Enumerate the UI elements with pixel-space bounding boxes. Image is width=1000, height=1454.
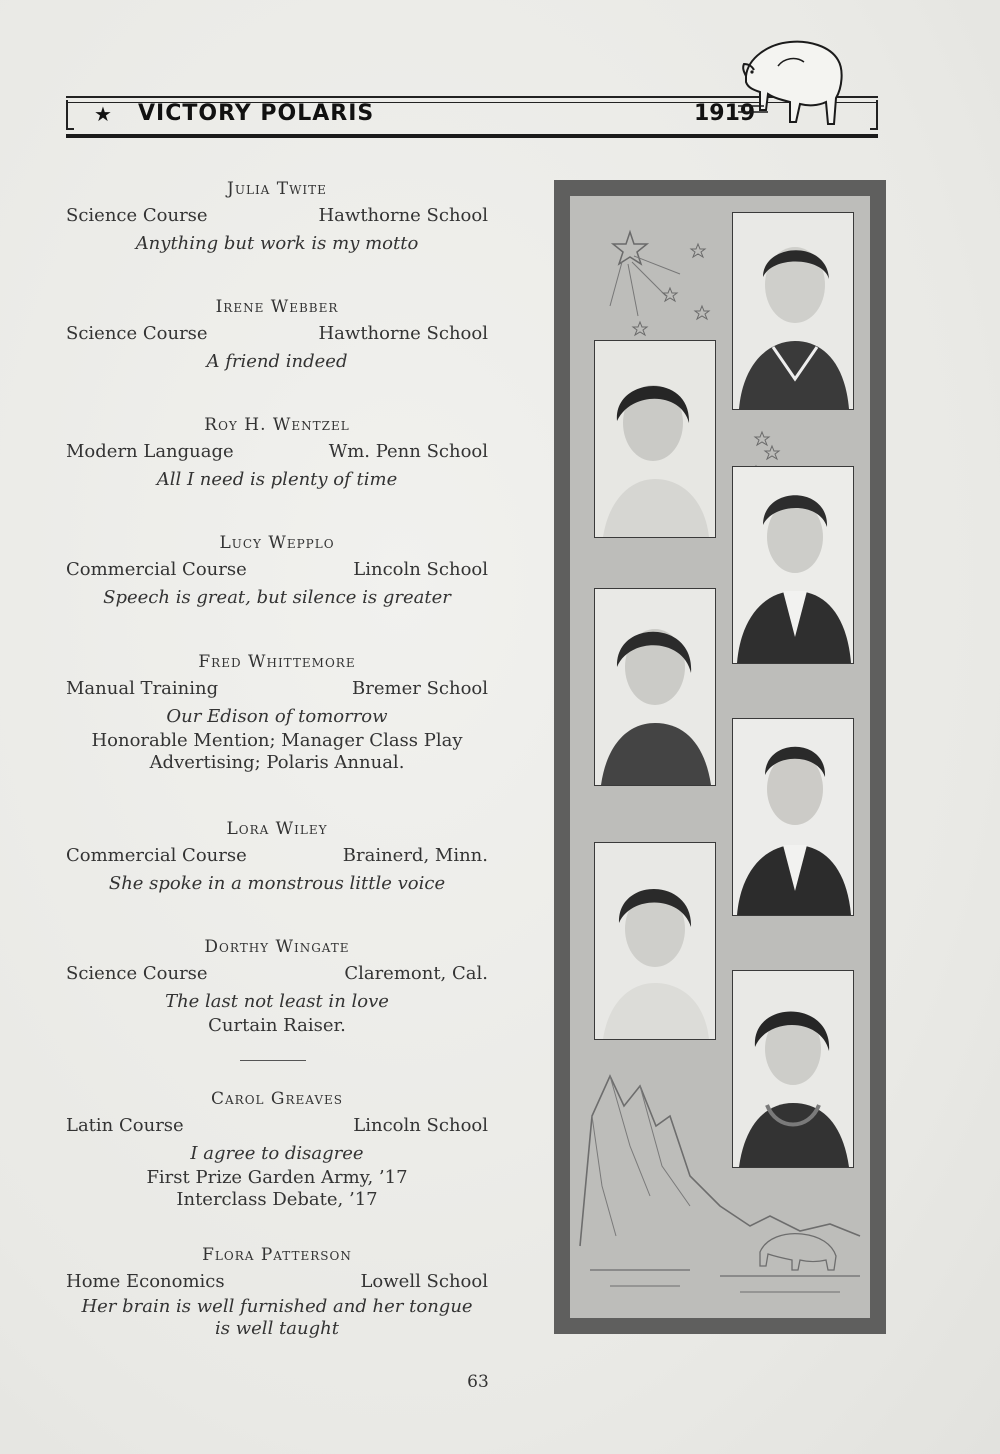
entry-flora-patterson: [66, 1242, 488, 1340]
entry-lora-wiley: [66, 816, 488, 897]
entry-julia-twite: [66, 176, 488, 257]
entry-honor: Curtain Raiser.: [208, 1015, 346, 1036]
entry-motto-continued: is well taught: [215, 1318, 339, 1339]
entry-course-row: [66, 438, 488, 466]
entry-course-row: [66, 960, 488, 988]
portrait-icon: [733, 971, 853, 1167]
entry-name: Roy H. Wentzel: [204, 415, 350, 435]
entry-dorthy-wingate: [66, 934, 488, 1037]
entry-motto: A friend indeed: [206, 351, 348, 372]
entry-course: Home Economics: [66, 1271, 225, 1292]
entry-course: Manual Training: [66, 678, 219, 699]
entry-school: Lincoln School: [353, 1115, 488, 1136]
entry-name: Carol Greaves: [210, 1089, 343, 1109]
entry-fred-whittemore: [66, 649, 488, 774]
header-title: VICTORY POLARIS: [138, 101, 375, 126]
entry-course-row: [66, 202, 488, 230]
entry-school: Lowell School: [360, 1271, 488, 1292]
entry-motto: All I need is plenty of time: [156, 469, 398, 490]
entry-course: Science Course: [66, 963, 208, 984]
page-number: 63: [467, 1372, 489, 1392]
entry-course: Science Course: [66, 323, 208, 344]
entry-course-row: [66, 556, 488, 584]
portrait-icon: [595, 843, 715, 1039]
entry-course: Commercial Course: [66, 559, 247, 580]
entry-honor: Interclass Debate, ’17: [176, 1189, 378, 1210]
portrait-icon: [733, 719, 853, 915]
portrait-photo-1: [732, 212, 854, 410]
entry-course: Modern Language: [66, 441, 234, 462]
entry-school: Lincoln School: [353, 559, 488, 580]
photo-panel-inner: [570, 196, 870, 1318]
entry-school: Bremer School: [352, 678, 488, 699]
entry-honor: Honorable Mention; Manager Class Play: [91, 730, 463, 751]
portrait-icon: [733, 467, 853, 663]
entry-course-row: [66, 1268, 488, 1296]
entry-name: Flora Patterson: [202, 1245, 352, 1265]
portrait-photo-7: [732, 970, 854, 1168]
header-bracket-left: [66, 100, 74, 130]
entry-motto: Speech is great, but silence is greater: [103, 587, 451, 608]
portrait-icon: [595, 589, 715, 785]
portrait-icon: [595, 341, 715, 537]
entry-honor: Advertising; Polaris Annual.: [149, 752, 405, 773]
portrait-photo-4: [594, 588, 716, 786]
entry-roy-wentzel: [66, 412, 488, 493]
entry-motto: She spoke in a monstrous little voice: [108, 873, 446, 894]
entry-name: Julia Twite: [227, 179, 327, 199]
entry-name: Lora Wiley: [226, 819, 328, 839]
entry-motto: Anything but work is my motto: [135, 233, 419, 254]
section-divider: [240, 1060, 306, 1061]
entry-motto: The last not least in love: [165, 991, 389, 1012]
entry-motto: I agree to disagree: [190, 1143, 364, 1164]
header-year: 1919: [694, 101, 756, 126]
entry-course: Commercial Course: [66, 845, 247, 866]
entry-name: Dorthy Wingate: [204, 937, 350, 957]
entry-honor: First Prize Garden Army, ’17: [146, 1167, 408, 1188]
entry-motto: Her brain is well furnished and her tongue: [81, 1296, 473, 1317]
entry-course-row: [66, 842, 488, 870]
portrait-photo-3: [732, 466, 854, 664]
entry-lucy-wepplo: [66, 530, 488, 611]
star-icon: ★: [94, 102, 112, 126]
entry-carol-greaves: [66, 1086, 488, 1211]
entry-irene-webber: [66, 294, 488, 375]
photo-panel: [554, 180, 886, 1334]
portrait-photo-2: [594, 340, 716, 538]
entry-course: Latin Course: [66, 1115, 184, 1136]
entry-name: Lucy Wepplo: [219, 533, 335, 553]
entry-school: Hawthorne School: [318, 323, 488, 344]
entry-name: Fred Whittemore: [198, 652, 356, 672]
header-bracket-right: [870, 100, 878, 130]
portrait-icon: [733, 213, 853, 409]
polar-bear-icon: [738, 36, 848, 130]
entry-school: Hawthorne School: [318, 205, 488, 226]
entry-course-row: [66, 320, 488, 348]
entry-motto: Our Edison of tomorrow: [166, 706, 388, 727]
entry-course-row: [66, 675, 488, 703]
header-rule-bottom: [66, 134, 878, 138]
entry-course: Science Course: [66, 205, 208, 226]
shooting-star-decoration-icon: [570, 196, 730, 356]
entry-course-row: [66, 1112, 488, 1140]
portrait-photo-5: [732, 718, 854, 916]
entry-school: Wm. Penn School: [328, 441, 488, 462]
entry-name: Irene Webber: [215, 297, 339, 317]
entry-school: Claremont, Cal.: [344, 963, 488, 984]
entry-school: Brainerd, Minn.: [342, 845, 488, 866]
portrait-photo-6: [594, 842, 716, 1040]
